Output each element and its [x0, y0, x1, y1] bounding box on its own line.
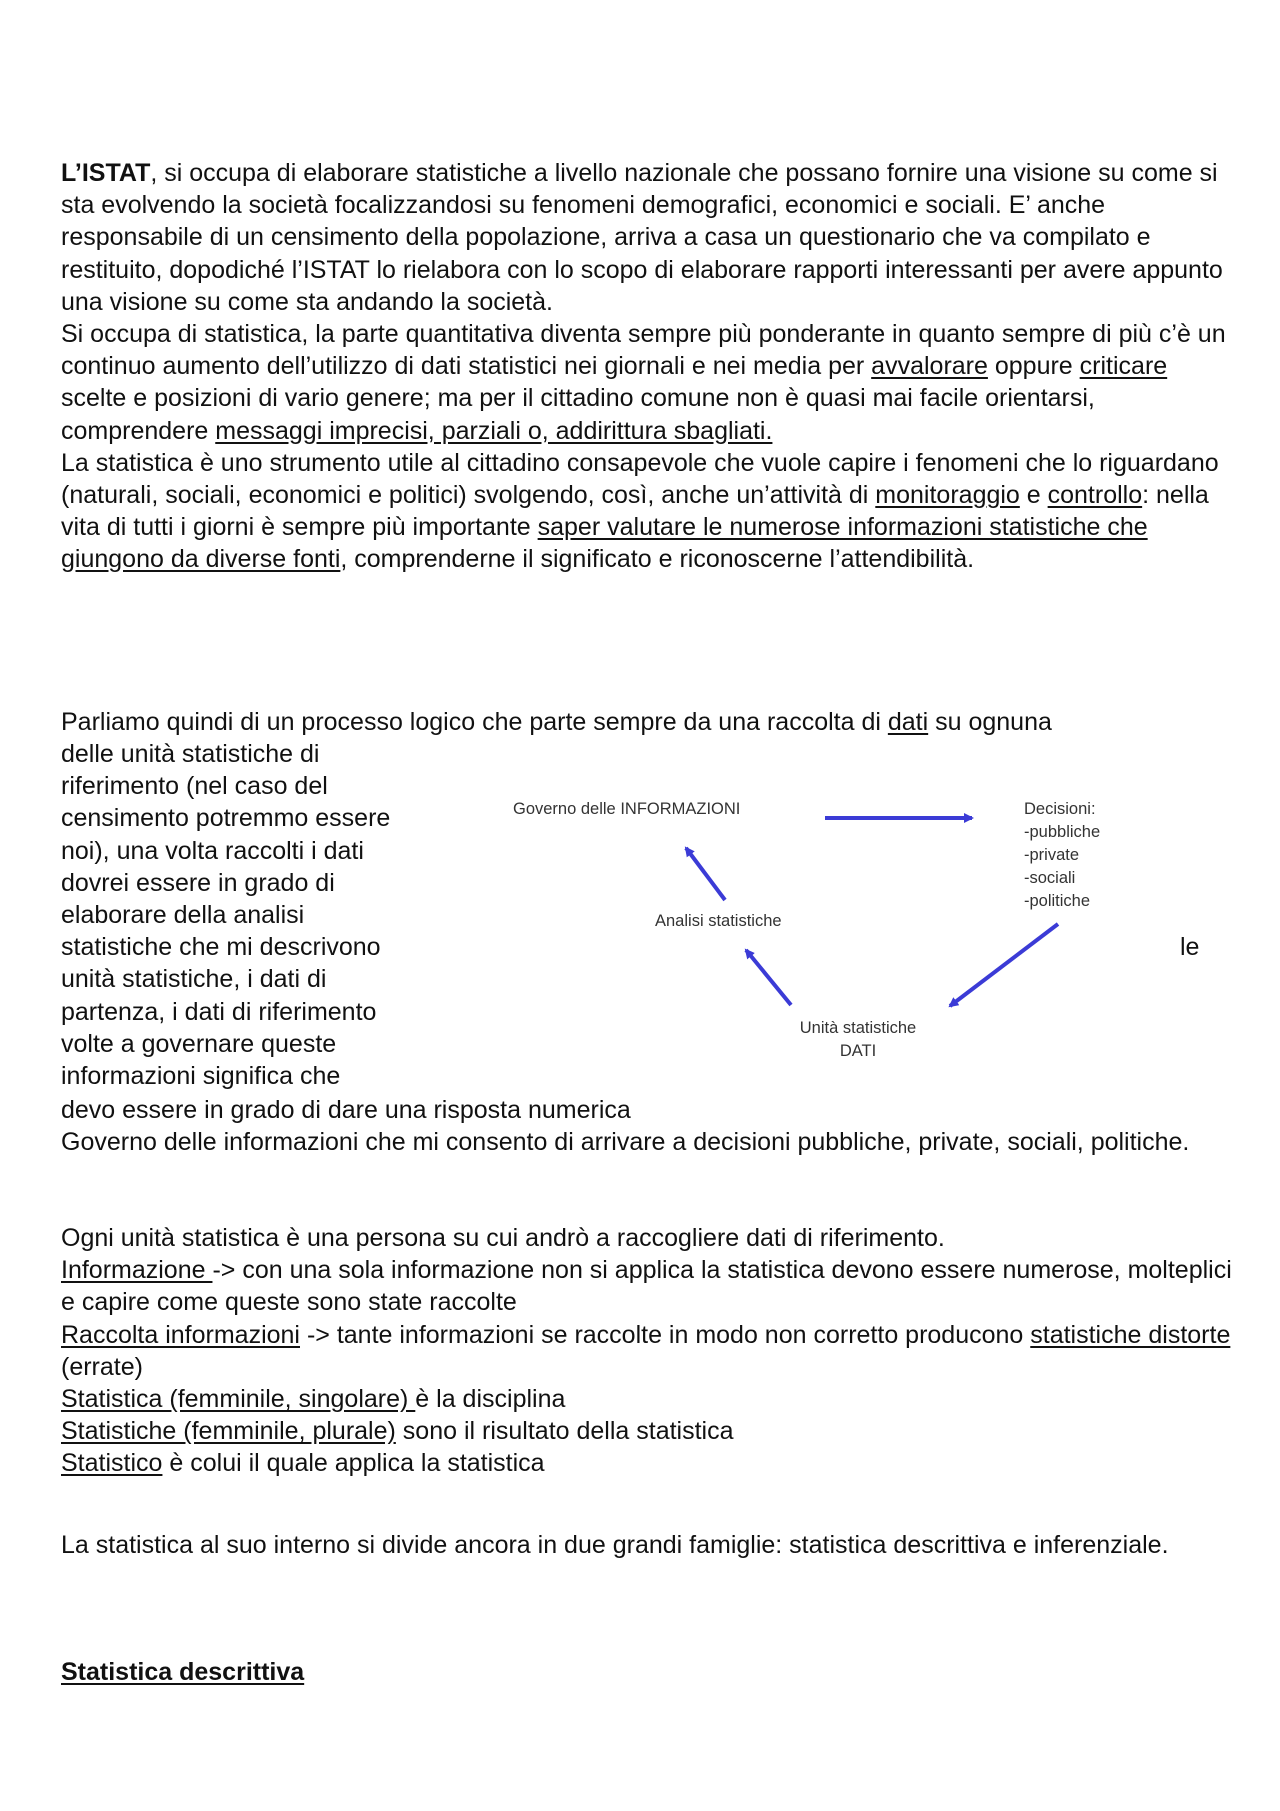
diagram-governo-label: Governo delle INFORMAZIONI [513, 800, 741, 818]
paragraph-statistica-media: Si occupa di statistica, la parte quantitativa diventa sempre più ponderante in quanto sempre di più c’è un continuo aumento dell’utilizzo di dati statistici nei giornali e nei media per [61, 320, 1226, 381]
arrow-analisi-to-governo [686, 848, 725, 900]
paragraph-processo-first-line: Parliamo quindi di un processo logico che parte sempre da una raccolta di dati su ognuna [61, 708, 1052, 736]
paragraph-cittadino: La statistica è uno strumento utile al cittadino consapevole che vuole capire i fenomeni che lo riguardano (naturali, sociali, economici e politici) svolgendo, così, anche un’attività di [61, 448, 1219, 510]
arrow-decisioni-to-dati [950, 924, 1058, 1006]
paragraph-processo-tail: devo essere in grado di dare una risposta numerica Governo delle informazioni che mi consento di arrivare a decisioni pubbliche, private, sociali, politiche. [61, 1096, 1190, 1157]
diagram-decisioni-item: -politiche [1024, 892, 1091, 910]
paragraph-istat: L’ISTAT, si occupa di elaborare statistiche a livello nazionale che possano fornire una visione su come si sta evolvendo la società focalizzandosi su fenomeni demografici, economici e sociali. E’ anche responsabile di un censimento della popolazione, arriva a casa un questionario che va compilato e restituito, dopodiché l’ISTAT lo rielabora con lo scopo di elaborare rapporti interessanti per avere appunto una visione su come sta andando la società. Si occupa di statistica, la parte quantitativa diventa sempre più ponderante in quanto sempre di più c’è un continuo aumento dell’utilizzo di dati statistici nei giornali e nei media per avvalorare oppure criticare scelte e posizioni di vario genere; ma per il cittadino comune non è quasi mai facile orientarsi, comprendere messaggi imprecisi, parziali o, addirittura sbagliati. La statistica è uno strumento utile al cittadino consapevole che vuole capire i fenomeni che lo riguardano (naturali, sociali, economici e politici) svolgendo, così, anche un’attività di monitoraggio e controllo: nella vita di tutti i giorni è sempre più importante saper valutare le numerose informazioni statistiche che giungono da diverse fonti, comprenderne il significato e riconoscerne l’attendibilità. [61, 159, 1226, 574]
paragraph-famiglie: La statistica al suo interno si divide ancora in due grandi famiglie: statistica descrittiva e inferenziale. [61, 1531, 1169, 1559]
section-heading: Statistica descrittiva [61, 1658, 305, 1686]
diagram-decisioni-item: -sociali [1024, 869, 1076, 887]
paragraph-processo-wrapped: delle unità statistiche di riferimento (nel caso del censimento potremmo essere noi), una volta raccolti i dati dovrei essere in grado di elaborare della analisi statistiche che mi descrivono unità statistiche, i dati di partenza, i dati di riferimento volte a governare queste informazioni significa che [61, 740, 391, 1090]
diagram-decisioni-label: Decisioni: [1024, 800, 1096, 818]
diagram-unita-label: Unità statistiche [799, 1019, 917, 1037]
information-cycle-diagram [480, 780, 1160, 1080]
istat-bold: L’ISTAT [61, 159, 151, 187]
arrow-dati-to-analisi [746, 950, 791, 1005]
diagram-decisioni-item: -pubbliche [1024, 823, 1101, 841]
diagram-decisioni-item: -private [1024, 846, 1080, 864]
wrapped-word-le: le [1180, 933, 1200, 961]
paragraph-definizioni: Ogni unità statistica è una persona su cui andrò a raccogliere dati di riferimento. Informazione -> con una sola informazione non si applica la statistica devono essere numerose, molteplici e capire come queste sono state raccolte Raccolta informazioni -> tante informazioni se raccolte in modo non corretto producono statistiche distorte (errate) Statistica (femminile, singolare) è la disciplina Statistiche (femminile, plurale) sono il risultato della statistica Statistico è colui il quale applica la statistica [61, 1224, 1232, 1478]
diagram-analisi-label: Analisi statistiche [655, 912, 782, 930]
diagram-dati-label: DATI [839, 1042, 877, 1060]
